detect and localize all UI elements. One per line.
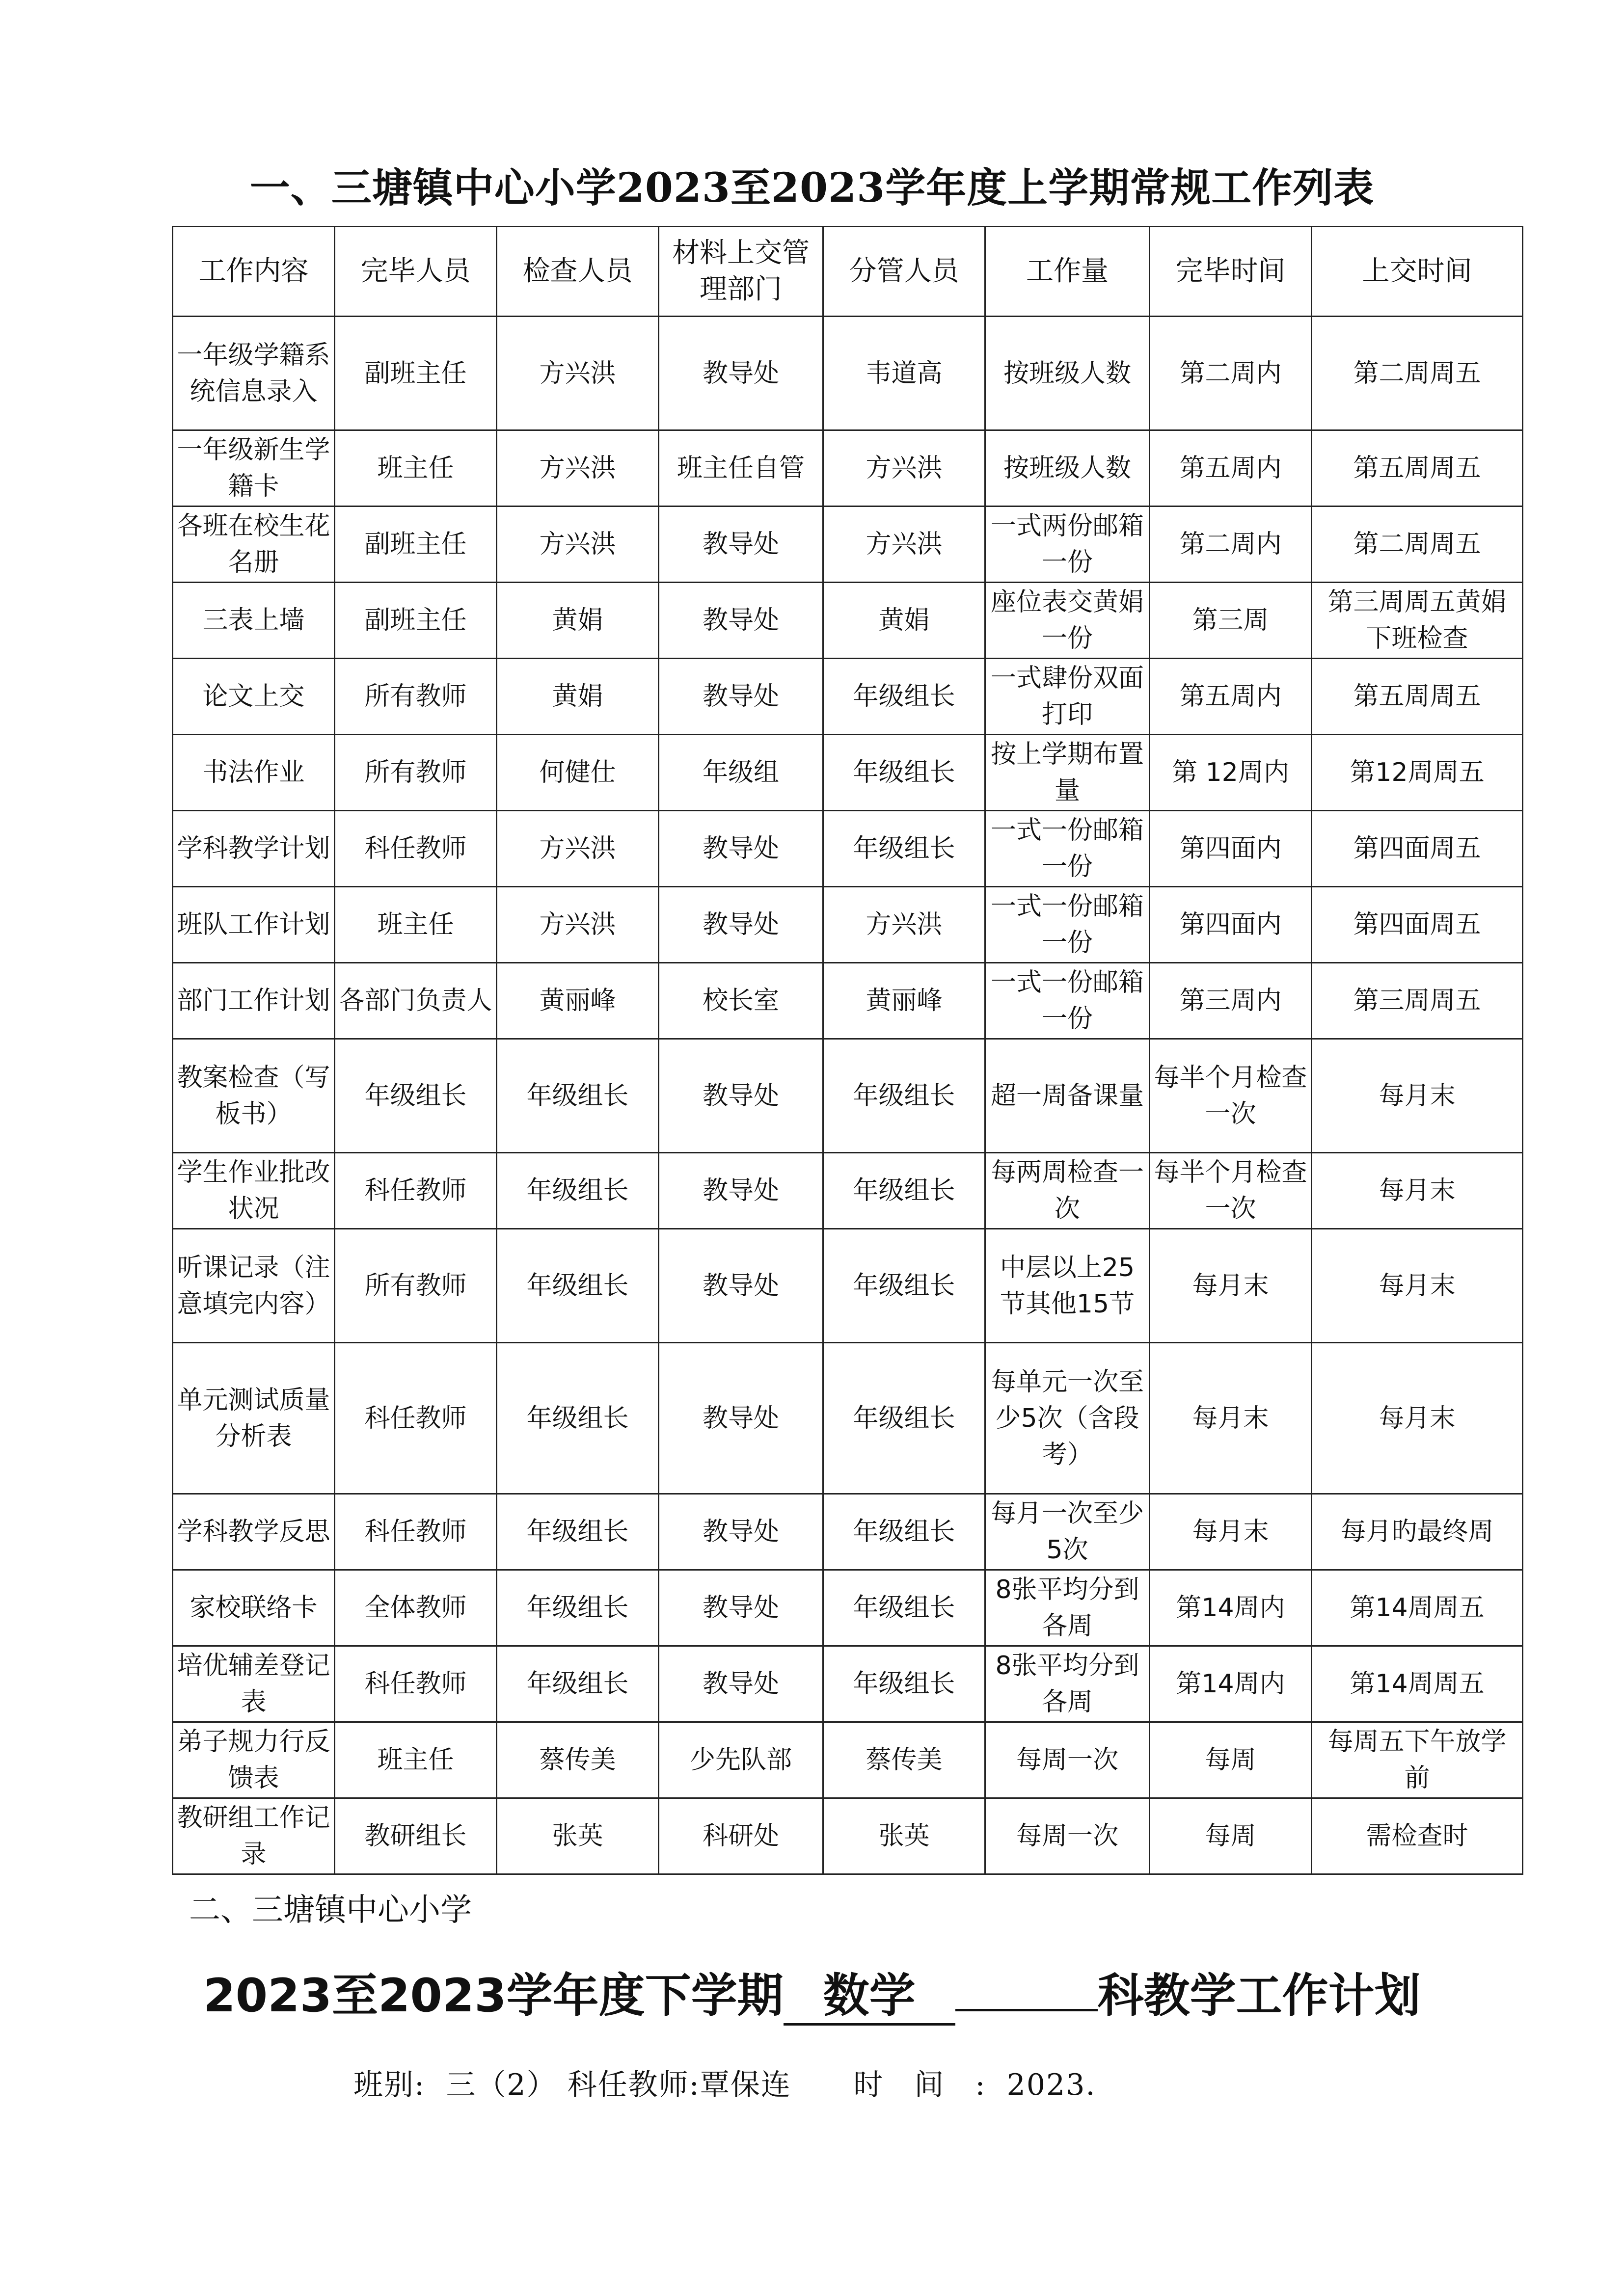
table-cell: 教导处 bbox=[659, 887, 823, 963]
table-cell: 每月末 bbox=[1150, 1343, 1312, 1494]
table-cell: 科任教师 bbox=[335, 1646, 497, 1722]
table-cell: 方兴洪 bbox=[823, 507, 985, 583]
table-row bbox=[173, 583, 1523, 659]
table-cell: 张英 bbox=[823, 1798, 985, 1874]
table-cell: 超一周备课量 bbox=[985, 1039, 1150, 1153]
table-cell: 座位表交黄娟一份 bbox=[985, 583, 1150, 659]
table-cell: 何健仕 bbox=[497, 735, 659, 811]
header-work-content: 工作内容 bbox=[173, 227, 335, 317]
plan-title-prefix: 2023至2023学年度下学期 bbox=[203, 1969, 784, 2023]
table-cell: 每月旳最终周 bbox=[1312, 1494, 1523, 1570]
table-cell: 教导处 bbox=[659, 583, 823, 659]
table-cell: 弟子规力行反馈表 bbox=[173, 1722, 335, 1798]
header-checker: 检查人员 bbox=[497, 227, 659, 317]
table-cell: 第五周内 bbox=[1150, 659, 1312, 735]
table-cell: 年级组长 bbox=[823, 1039, 985, 1153]
header-submit-time: 上交时间 bbox=[1312, 227, 1523, 317]
table-cell: 年级组长 bbox=[497, 1039, 659, 1153]
table-cell: 年级组长 bbox=[497, 1229, 659, 1343]
table-cell: 学生作业批改状况 bbox=[173, 1153, 335, 1229]
table-row bbox=[173, 1343, 1523, 1494]
table-cell: 年级组长 bbox=[823, 1570, 985, 1646]
table-cell: 教研组长 bbox=[335, 1798, 497, 1874]
table-cell: 教导处 bbox=[659, 1494, 823, 1570]
table-cell: 第四面内 bbox=[1150, 811, 1312, 887]
table-cell: 黄丽峰 bbox=[823, 963, 985, 1039]
table-cell: 少先队部 bbox=[659, 1722, 823, 1798]
table-cell: 科任教师 bbox=[335, 1343, 497, 1494]
table-cell: 教导处 bbox=[659, 811, 823, 887]
table-cell: 全体教师 bbox=[335, 1570, 497, 1646]
table-cell: 每周 bbox=[1150, 1722, 1312, 1798]
table-row bbox=[173, 1646, 1523, 1722]
table-row bbox=[173, 1039, 1523, 1153]
table-cell: 每周五下午放学前 bbox=[1312, 1722, 1523, 1798]
table-cell: 每月末 bbox=[1312, 1343, 1523, 1494]
table-cell: 一式一份邮箱一份 bbox=[985, 963, 1150, 1039]
table-header-row bbox=[173, 227, 1523, 317]
table-cell: 第三周周五 bbox=[1312, 963, 1523, 1039]
table-cell: 每周一次 bbox=[985, 1722, 1150, 1798]
table-cell: 所有教师 bbox=[335, 659, 497, 735]
table-cell: 方兴洪 bbox=[823, 430, 985, 507]
table-cell: 单元测试质量分析表 bbox=[173, 1343, 335, 1494]
table-cell: 方兴洪 bbox=[823, 887, 985, 963]
table-row bbox=[173, 1494, 1523, 1570]
table-cell: 8张平均分到各周 bbox=[985, 1570, 1150, 1646]
table-cell: 需检查时 bbox=[1312, 1798, 1523, 1874]
table-cell: 年级组长 bbox=[823, 1229, 985, 1343]
table-cell: 黄娟 bbox=[497, 583, 659, 659]
table-cell: 中层以上25节其他15节 bbox=[985, 1229, 1150, 1343]
table-cell: 第三周 bbox=[1150, 583, 1312, 659]
table-cell: 按班级人数 bbox=[985, 430, 1150, 507]
table-cell: 年级组长 bbox=[823, 1343, 985, 1494]
table-cell: 班队工作计划 bbox=[173, 887, 335, 963]
table-cell: 班主任 bbox=[335, 887, 497, 963]
table-cell: 科任教师 bbox=[335, 811, 497, 887]
class-label: 班别: bbox=[353, 2068, 426, 2102]
table-row bbox=[173, 963, 1523, 1039]
table-cell: 一年级学籍系统信息录入 bbox=[173, 317, 335, 430]
table-cell: 年级组长 bbox=[497, 1570, 659, 1646]
table-cell: 每周 bbox=[1150, 1798, 1312, 1874]
table-row bbox=[173, 1722, 1523, 1798]
table-cell: 一式一份邮箱一份 bbox=[985, 811, 1150, 887]
table-cell: 每两周检查一次 bbox=[985, 1153, 1150, 1229]
table-cell: 韦道高 bbox=[823, 317, 985, 430]
plan-title bbox=[0, 1958, 1624, 2026]
table-cell: 张英 bbox=[497, 1798, 659, 1874]
table-cell: 按班级人数 bbox=[985, 317, 1150, 430]
header-workload: 工作量 bbox=[985, 227, 1150, 317]
table-cell: 第14周周五 bbox=[1312, 1646, 1523, 1722]
header-managing-department: 材料上交管理部门 bbox=[659, 227, 823, 317]
table-cell: 第四面内 bbox=[1150, 887, 1312, 963]
table-cell: 每月末 bbox=[1312, 1229, 1523, 1343]
table-cell: 年级组长 bbox=[823, 1494, 985, 1570]
time-value: 2023. bbox=[1006, 2068, 1096, 2102]
table-row bbox=[173, 1229, 1523, 1343]
table-cell: 第二周周五 bbox=[1312, 317, 1523, 430]
table-cell: 教导处 bbox=[659, 1153, 823, 1229]
table-cell: 第五周周五 bbox=[1312, 430, 1523, 507]
table-cell: 每单元一次至少5次（含段考） bbox=[985, 1343, 1150, 1494]
table-cell: 蔡传美 bbox=[823, 1722, 985, 1798]
table-cell: 方兴洪 bbox=[497, 887, 659, 963]
plan-info-line bbox=[353, 2061, 1096, 2104]
table-cell: 教导处 bbox=[659, 1039, 823, 1153]
table-cell: 第14周内 bbox=[1150, 1646, 1312, 1722]
table-cell: 第三周内 bbox=[1150, 963, 1312, 1039]
table-cell: 每半个月检查一次 bbox=[1150, 1039, 1312, 1153]
table-cell: 第14周内 bbox=[1150, 1570, 1312, 1646]
table-cell: 第二周内 bbox=[1150, 317, 1312, 430]
teacher-label: 科任教师: bbox=[567, 2068, 700, 2102]
table-cell: 方兴洪 bbox=[497, 317, 659, 430]
table-row bbox=[173, 1570, 1523, 1646]
table-cell: 黄娟 bbox=[823, 583, 985, 659]
table-cell: 黄娟 bbox=[497, 659, 659, 735]
table-row bbox=[173, 887, 1523, 963]
table-cell: 第14周周五 bbox=[1312, 1570, 1523, 1646]
table-cell: 教案检查（写板书） bbox=[173, 1039, 335, 1153]
table-cell: 第二周周五 bbox=[1312, 507, 1523, 583]
table-cell: 每月末 bbox=[1150, 1229, 1312, 1343]
table-cell: 论文上交 bbox=[173, 659, 335, 735]
table-row bbox=[173, 1153, 1523, 1229]
table-cell: 蔡传美 bbox=[497, 1722, 659, 1798]
table-cell: 一式一份邮箱一份 bbox=[985, 887, 1150, 963]
table-cell: 副班主任 bbox=[335, 583, 497, 659]
table-cell: 书法作业 bbox=[173, 735, 335, 811]
table-cell: 每月末 bbox=[1312, 1039, 1523, 1153]
table-cell: 黄丽峰 bbox=[497, 963, 659, 1039]
table-cell: 第四面周五 bbox=[1312, 887, 1523, 963]
table-cell: 每月一次至少5次 bbox=[985, 1494, 1150, 1570]
table-cell: 副班主任 bbox=[335, 317, 497, 430]
subject-field: 数学 bbox=[784, 1969, 955, 2026]
table-row bbox=[173, 735, 1523, 811]
table-cell: 各班在校生花名册 bbox=[173, 507, 335, 583]
table-cell: 三表上墙 bbox=[173, 583, 335, 659]
table-cell: 班主任 bbox=[335, 1722, 497, 1798]
table-cell: 年级组长 bbox=[497, 1494, 659, 1570]
table-cell: 所有教师 bbox=[335, 735, 497, 811]
table-cell: 方兴洪 bbox=[497, 430, 659, 507]
table-cell: 科任教师 bbox=[335, 1153, 497, 1229]
work-table bbox=[172, 226, 1523, 1875]
table-row bbox=[173, 659, 1523, 735]
table-cell: 每半个月检查一次 bbox=[1150, 1153, 1312, 1229]
document-title: 一、三塘镇中心小学2023至2023学年度上学期常规工作列表 bbox=[249, 164, 1375, 212]
table-cell: 教导处 bbox=[659, 1646, 823, 1722]
table-row bbox=[173, 430, 1523, 507]
header-complete-time: 完毕时间 bbox=[1150, 227, 1312, 317]
table-cell: 第五周周五 bbox=[1312, 659, 1523, 735]
table-cell: 教导处 bbox=[659, 659, 823, 735]
table-cell: 年级组长 bbox=[497, 1646, 659, 1722]
time-label: 时 间 : bbox=[853, 2068, 986, 2102]
table-cell: 所有教师 bbox=[335, 1229, 497, 1343]
table-cell: 每月末 bbox=[1150, 1494, 1312, 1570]
plan-title-suffix: 科教学工作计划 bbox=[1097, 1969, 1421, 2023]
table-cell: 每月末 bbox=[1312, 1153, 1523, 1229]
table-cell: 第四面周五 bbox=[1312, 811, 1523, 887]
table-cell: 年级组长 bbox=[823, 1153, 985, 1229]
table-cell: 第二周内 bbox=[1150, 507, 1312, 583]
table-cell: 第五周内 bbox=[1150, 430, 1312, 507]
section-two-heading: 二、三塘镇中心小学 bbox=[189, 1892, 472, 1928]
header-completer: 完毕人员 bbox=[335, 227, 497, 317]
table-cell: 家校联络卡 bbox=[173, 1570, 335, 1646]
table-cell: 副班主任 bbox=[335, 507, 497, 583]
table-cell: 教导处 bbox=[659, 507, 823, 583]
table-cell: 方兴洪 bbox=[497, 811, 659, 887]
table-cell: 校长室 bbox=[659, 963, 823, 1039]
table-cell: 按上学期布置量 bbox=[985, 735, 1150, 811]
table-cell: 教导处 bbox=[659, 317, 823, 430]
table-cell: 8张平均分到各周 bbox=[985, 1646, 1150, 1722]
table-cell: 年级组长 bbox=[823, 811, 985, 887]
header-supervisor: 分管人员 bbox=[823, 227, 985, 317]
table-cell: 年级组 bbox=[659, 735, 823, 811]
table-cell: 各部门负责人 bbox=[335, 963, 497, 1039]
table-cell: 部门工作计划 bbox=[173, 963, 335, 1039]
table-cell: 一式两份邮箱一份 bbox=[985, 507, 1150, 583]
table-row bbox=[173, 811, 1523, 887]
table-cell: 年级组长 bbox=[497, 1343, 659, 1494]
table-cell: 教导处 bbox=[659, 1570, 823, 1646]
table-cell: 年级组长 bbox=[823, 1646, 985, 1722]
table-cell: 科任教师 bbox=[335, 1494, 497, 1570]
table-cell: 培优辅差登记表 bbox=[173, 1646, 335, 1722]
table-cell: 一年级新生学籍卡 bbox=[173, 430, 335, 507]
table-cell: 每周一次 bbox=[985, 1798, 1150, 1874]
table-cell: 第三周周五黄娟下班检查 bbox=[1312, 583, 1523, 659]
table-cell: 年级组长 bbox=[497, 1153, 659, 1229]
table-cell: 班主任自管 bbox=[659, 430, 823, 507]
table-cell: 教导处 bbox=[659, 1229, 823, 1343]
table-cell: 科研处 bbox=[659, 1798, 823, 1874]
table-cell: 教研组工作记录 bbox=[173, 1798, 335, 1874]
table-cell: 年级组长 bbox=[823, 735, 985, 811]
class-value: 三（2） bbox=[446, 2068, 557, 2102]
table-row bbox=[173, 317, 1523, 430]
teacher-value: 覃保连 bbox=[700, 2068, 791, 2102]
table-row bbox=[173, 507, 1523, 583]
table-cell: 第 12周内 bbox=[1150, 735, 1312, 811]
table-cell: 教导处 bbox=[659, 1343, 823, 1494]
table-cell: 第12周周五 bbox=[1312, 735, 1523, 811]
table-cell: 班主任 bbox=[335, 430, 497, 507]
table-cell: 学科教学计划 bbox=[173, 811, 335, 887]
table-cell: 方兴洪 bbox=[497, 507, 659, 583]
table-cell: 一式肆份双面打印 bbox=[985, 659, 1150, 735]
table-cell: 年级组长 bbox=[335, 1039, 497, 1153]
table-cell: 学科教学反思 bbox=[173, 1494, 335, 1570]
table-row bbox=[173, 1798, 1523, 1874]
table-cell: 年级组长 bbox=[823, 659, 985, 735]
table-cell: 听课记录（注意填完内容） bbox=[173, 1229, 335, 1343]
subject-field-blank bbox=[955, 2009, 1098, 2011]
